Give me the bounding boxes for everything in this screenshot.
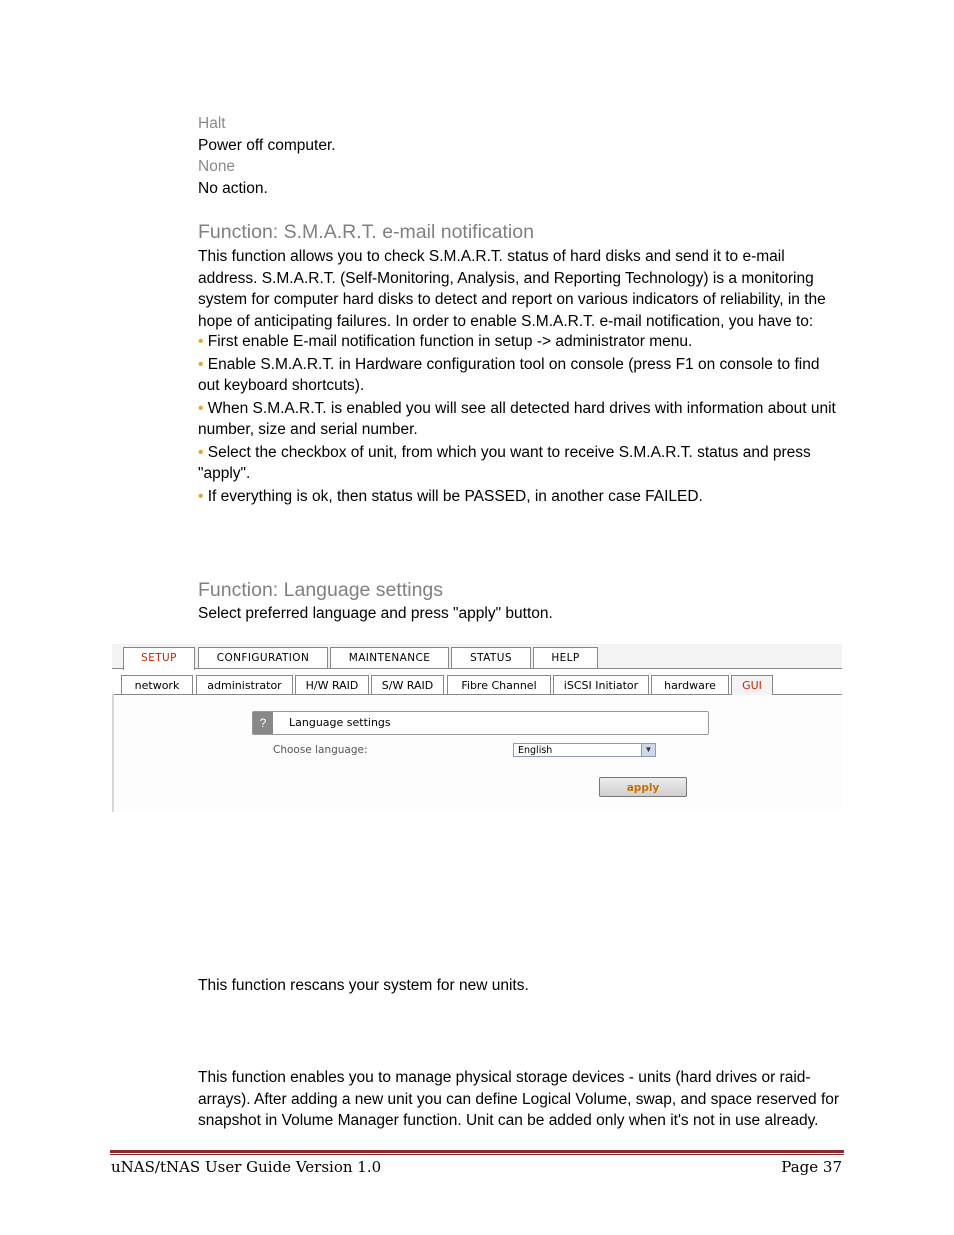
smart-bullet [198, 354, 838, 397]
bullet-icon: • [198, 399, 204, 417]
bullet-icon: • [198, 333, 204, 350]
smart-intro-line: address. S.M.A.R.T. (Self-Monitoring, Analysis, and Reporting Technology) is a monitoring [198, 269, 814, 287]
smart-heading: Function: S.M.A.R.T. e-mail notification [198, 221, 534, 243]
sub-tab-bar [112, 672, 842, 695]
gui-screenshot [112, 644, 842, 812]
choose-language-label: Choose language: [273, 744, 368, 756]
units-line: snapshot in Volume Manager function. Unit can be added only when it's not in use already. [198, 1112, 819, 1129]
footer-title: uNAS/tNAS User Guide Version 1.0 [111, 1158, 382, 1176]
language-heading: Function: Language settings [198, 579, 444, 601]
apply-button[interactable]: apply [599, 777, 687, 797]
selected-language: English [518, 745, 553, 756]
bullet-text: number, size and serial number. [198, 421, 418, 438]
footer-rule-thin [110, 1154, 844, 1155]
action-halt-name: Halt [198, 115, 226, 132]
subtab-hw-raid[interactable]: H/W RAID [295, 675, 369, 694]
tab-configuration[interactable]: CONFIGURATION [198, 647, 328, 668]
action-halt-desc: Power off computer. [198, 137, 336, 154]
panel-title: Language settings [289, 716, 391, 729]
subtab-gui[interactable]: GUI [731, 675, 773, 695]
footer-rule [110, 1150, 844, 1153]
bullet-text: If everything is ok, then status will be PASSED, in another case FAILED. [207, 487, 703, 505]
bullet-text: First enable E-mail notification function in setup -> administrator menu. [207, 333, 693, 350]
smart-intro-line: This function allows you to check S.M.A.R.T. status of hard disks and send it to e-mail [198, 248, 785, 265]
subtab-fibre-channel[interactable]: Fibre Channel [447, 675, 551, 694]
action-none-name: None [198, 158, 236, 175]
smart-intro-line: system for computer hard disks to detect and report on various indicators of reliability, in the [198, 291, 826, 308]
units-text [198, 1067, 843, 1132]
bullet-text: "apply". [198, 465, 251, 482]
language-select[interactable] [513, 743, 656, 757]
action-none-desc: No action. [198, 180, 268, 197]
main-tab-bar [112, 644, 842, 669]
tab-help[interactable]: HELP [533, 647, 598, 668]
chevron-down-icon[interactable]: ▼ [641, 744, 655, 756]
smart-intro [198, 246, 838, 332]
smart-bullet [198, 331, 838, 353]
smart-bullet [198, 486, 838, 508]
subtab-network[interactable]: network [121, 675, 193, 694]
subtab-administrator[interactable]: administrator [196, 675, 293, 694]
footer-page-number: Page 37 [781, 1158, 842, 1176]
bullet-icon: • [198, 487, 204, 505]
smart-intro-line: hope of anticipating failures. In order to enable S.M.A.R.T. e-mail notification, you have to: [198, 312, 814, 330]
tab-status[interactable]: STATUS [451, 647, 531, 668]
rescan-text: This function rescans your system for new units. [198, 977, 529, 994]
language-text: Select preferred language and press "apply" button. [198, 605, 553, 622]
smart-bullet-list [198, 331, 838, 507]
subtab-hardware[interactable]: hardware [651, 675, 729, 694]
units-line: This function enables you to manage physical storage devices - units (hard drives or raid- [198, 1069, 811, 1086]
bullet-icon: • [198, 355, 204, 373]
bullet-text: When S.M.A.R.T. is enabled you will see all detected hard drives with information about unit [207, 399, 836, 417]
tab-maintenance[interactable]: MAINTENANCE [330, 647, 449, 668]
bullet-text: Enable S.M.A.R.T. in Hardware configuration tool on console (press F1 on console to find [207, 355, 820, 373]
subtab-sw-raid[interactable]: S/W RAID [371, 675, 444, 694]
bullet-icon: • [198, 443, 204, 461]
language-settings-panel [252, 711, 709, 735]
smart-bullet [198, 442, 838, 485]
help-icon[interactable]: ? [253, 712, 273, 734]
tab-setup[interactable]: SETUP [123, 647, 195, 670]
bullet-text: Select the checkbox of unit, from which you want to receive S.M.A.R.T. status and press [207, 443, 811, 461]
bullet-text: out keyboard shortcuts). [198, 377, 365, 394]
smart-bullet [198, 398, 838, 441]
units-line: arrays). After adding a new unit you can define Logical Volume, swap, and space reserved for [198, 1090, 840, 1108]
subtab-iscsi-initiator[interactable]: iSCSI Initiator [553, 675, 649, 694]
